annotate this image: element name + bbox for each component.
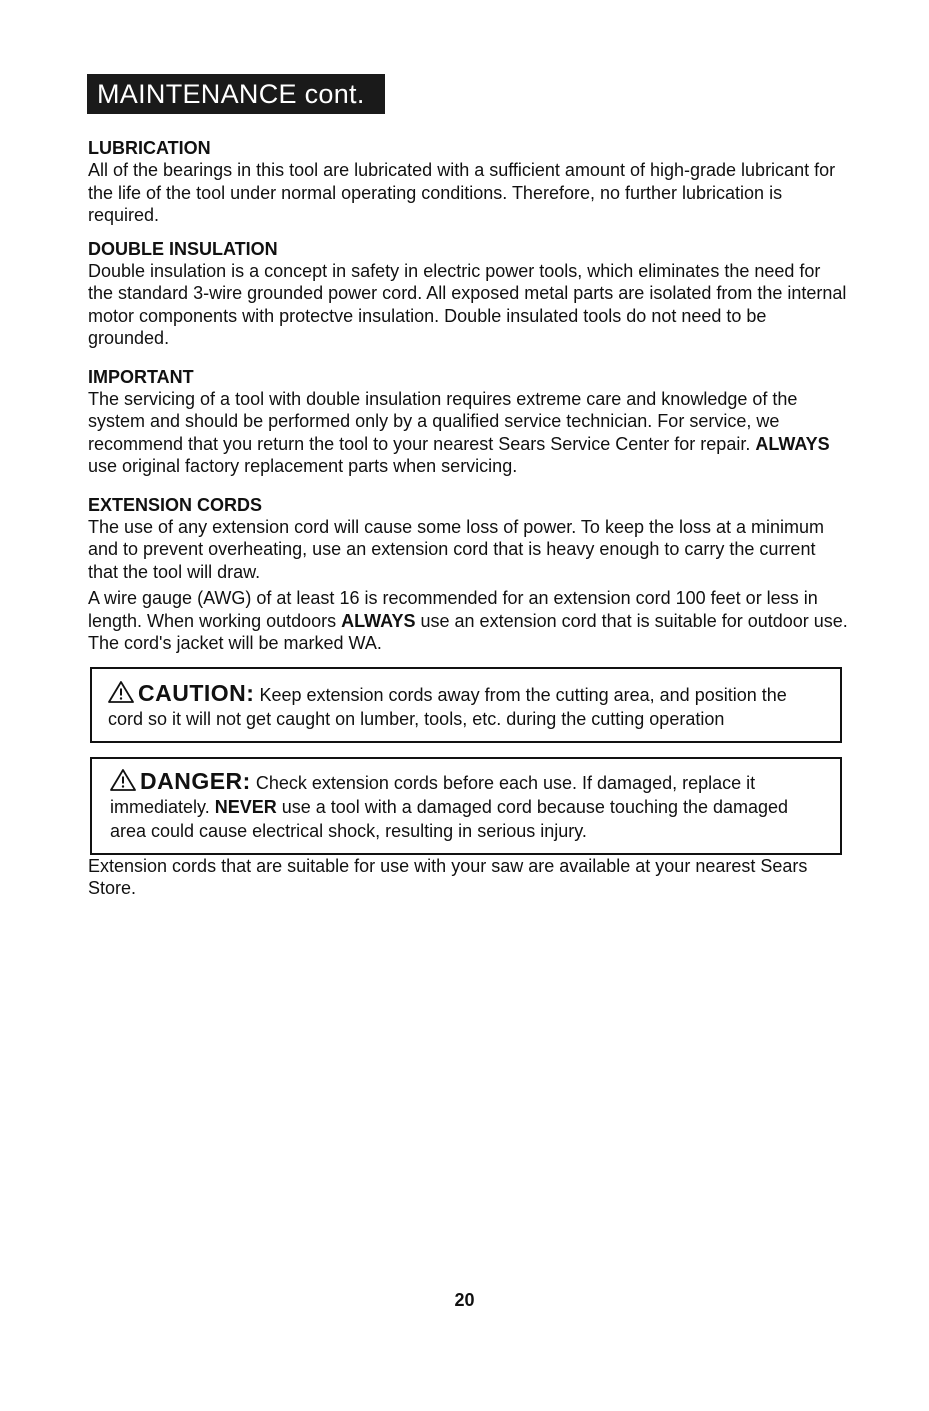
warning-triangle-icon [108,681,134,703]
important-emphasis: ALWAYS [755,433,830,454]
important-text-start: The servicing of a tool with double insulation requires extreme care and knowledge of the system and should be performed only by a qualified service technician. For service, we recommend that you return the tool to your nearest Sears Service Center for repair. [88,388,798,454]
danger-text-start: Check extension cords before each use. If damaged, replace it immediately. [110,772,756,817]
heading-lubrication: LUBRICATION [88,138,211,158]
section-banner: MAINTENANCE cont. [87,74,385,114]
section-important [88,366,848,478]
page-content [88,137,848,900]
danger-box [90,757,842,855]
page-number: 20 [454,1290,475,1310]
heading-double-insulation: DOUBLE INSULATION [88,238,278,259]
section-extension-cords [88,494,848,655]
caution-box [90,667,842,743]
extension-para-2-start: A wire gauge (AWG) of at least 16 is recommended for an extension cord 100 feet or less in length. When working outdoors [88,588,818,631]
extension-para-2-emphasis: ALWAYS [341,610,416,631]
lubrication-text: All of the bearings in this tool are lubricated with a sufficient amount of high-grade lubricant for the life of the tool under normal operating conditions. Therefore, no further lubrication is required. [88,160,836,225]
double-insulation-text: Double insulation is a concept in safety in electric power tools, which eliminates the need for the standard 3-wire grounded power cord. All exposed metal parts are isolated from the internal motor components with protectve insulation. Double insulated tools do not need to be grounded. [88,260,847,348]
heading-extension-cords: EXTENSION CORDS [88,494,263,515]
important-text [88,388,848,478]
extension-cords-para-1: The use of any extension cord will cause some loss of power. To keep the loss at a minimum and to prevent overheating, use an extension cord that is heavy enough to carry the current that the tool will draw. [88,516,825,582]
warning-triangle-icon [110,769,136,791]
extension-para-2-end: use an extension cord that is suitable for outdoor use. The cord's jacket will be marked WA. [88,610,848,653]
footer-note: Extension cords that are suitable for use with your saw are available at your nearest Sears Store. [88,855,808,898]
caution-label: CAUTION: [138,679,255,706]
important-text-end: use original factory replacement parts when servicing. [88,456,518,476]
danger-text-end: use a tool with a damaged cord because touching the damaged area could cause electrical shock, resulting in serious injury. [110,796,789,841]
heading-important: IMPORTANT [88,366,194,387]
section-lubrication [88,137,848,227]
danger-emphasis: NEVER [214,796,277,817]
caution-text: Keep extension cords away from the cutting area, and position the cord so it will not get caught on lumber, tools, etc. during the cutting operation [108,684,787,729]
danger-label: DANGER: [140,767,251,794]
extension-cords-para-2 [88,587,848,655]
section-double-insulation [88,238,848,350]
